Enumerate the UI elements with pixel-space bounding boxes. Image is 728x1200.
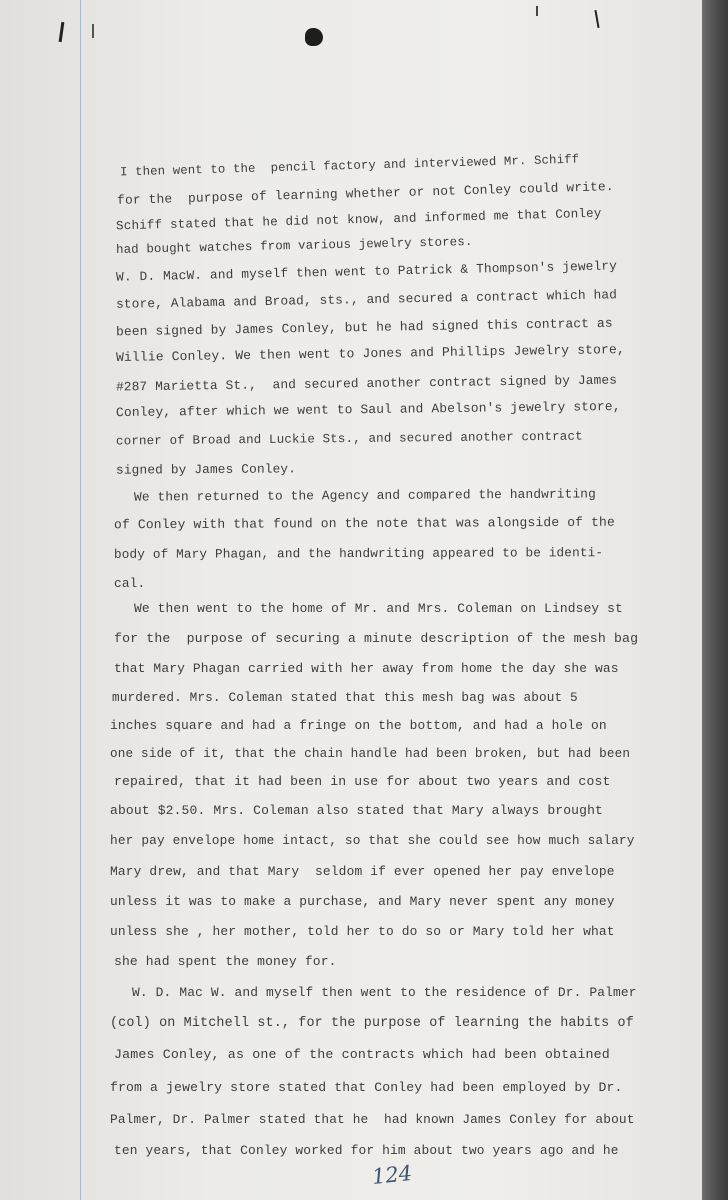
text-line: Schiff stated that he did not know, and informed me that Conley	[115, 206, 602, 234]
text-line: her pay envelope home intact, so that she could see how much salary	[110, 833, 635, 848]
text-line: for the purpose of learning whether or not Conley could write.	[116, 179, 614, 208]
text-line: ten years, that Conley worked for him about two years ago and he	[114, 1143, 619, 1158]
margin-rule	[80, 0, 81, 1200]
text-line: from a jewelry store stated that Conley had been employed by Dr.	[110, 1080, 623, 1095]
text-line: (col) on Mitchell st., for the purpose of learning the habits of	[110, 1016, 634, 1031]
text-line: she had spent the money for.	[114, 954, 337, 969]
ink-mark	[594, 10, 599, 28]
text-line: cal.	[114, 576, 146, 591]
page-edge-shadow	[702, 0, 728, 1200]
text-line: unless she , her mother, told her to do so or Mary told her what	[110, 924, 615, 939]
text-line: about $2.50. Mrs. Coleman also stated that Mary always brought	[110, 803, 603, 818]
text-line: murdered. Mrs. Coleman stated that this mesh bag was about 5	[112, 690, 578, 705]
text-line: for the purpose of securing a minute description of the mesh bag	[114, 631, 639, 646]
ink-mark	[536, 6, 538, 16]
text-line: signed by James Conley.	[115, 461, 297, 478]
page-number: 124	[370, 1160, 414, 1190]
text-line: that Mary Phagan carried with her away from home the day she was	[114, 661, 619, 676]
text-line: We then returned to the Agency and compared the handwriting	[133, 486, 596, 505]
ink-mark	[59, 22, 65, 42]
text-line: had bought watches from various jewelry stores.	[115, 234, 473, 258]
text-line: Conley, after which we went to Saul and Abelson's jewelry store,	[115, 398, 621, 421]
text-line: Willie Conley. We then went to Jones and Phillips Jewelry store,	[115, 342, 625, 365]
text-line: store, Alabama and Broad, sts., and secured a contract which had	[115, 287, 618, 312]
text-line: been signed by James Conley, but he had signed this contract as	[115, 315, 613, 340]
punch-hole	[305, 28, 323, 46]
text-line: repaired, that it had been in use for about two years and cost	[114, 774, 611, 789]
text-line: body of Mary Phagan, and the handwriting appeared to be identi-	[113, 545, 604, 562]
text-line: We then went to the home of Mr. and Mrs. Coleman on Lindsey st	[134, 601, 623, 616]
text-line: James Conley, as one of the contracts which had been obtained	[114, 1047, 610, 1062]
text-line: Palmer, Dr. Palmer stated that he had known James Conley for about	[110, 1112, 635, 1127]
text-line: Mary drew, and that Mary seldom if ever opened her pay envelope	[110, 864, 615, 879]
text-line: of Conley with that found on the note that was alongside of the	[113, 514, 615, 533]
text-line: W. D. MacW. and myself then went to Patrick & Thompson's jewelry	[115, 258, 618, 285]
text-line: one side of it, that the chain handle had been broken, but had been	[110, 746, 631, 761]
text-line: W. D. Mac W. and myself then went to the residence of Dr. Palmer	[132, 985, 637, 1000]
text-line: unless it was to make a purchase, and Mary never spent any money	[110, 894, 615, 909]
text-line: inches square and had a fringe on the bottom, and had a hole on	[110, 718, 607, 733]
text-line: #287 Marietta St., and secured another contract signed by James	[115, 372, 618, 395]
ink-mark	[92, 24, 94, 38]
text-line: I then went to the pencil factory and interviewed Mr. Schiff	[119, 152, 580, 180]
text-line: corner of Broad and Luckie Sts., and secured another contract	[115, 429, 583, 449]
